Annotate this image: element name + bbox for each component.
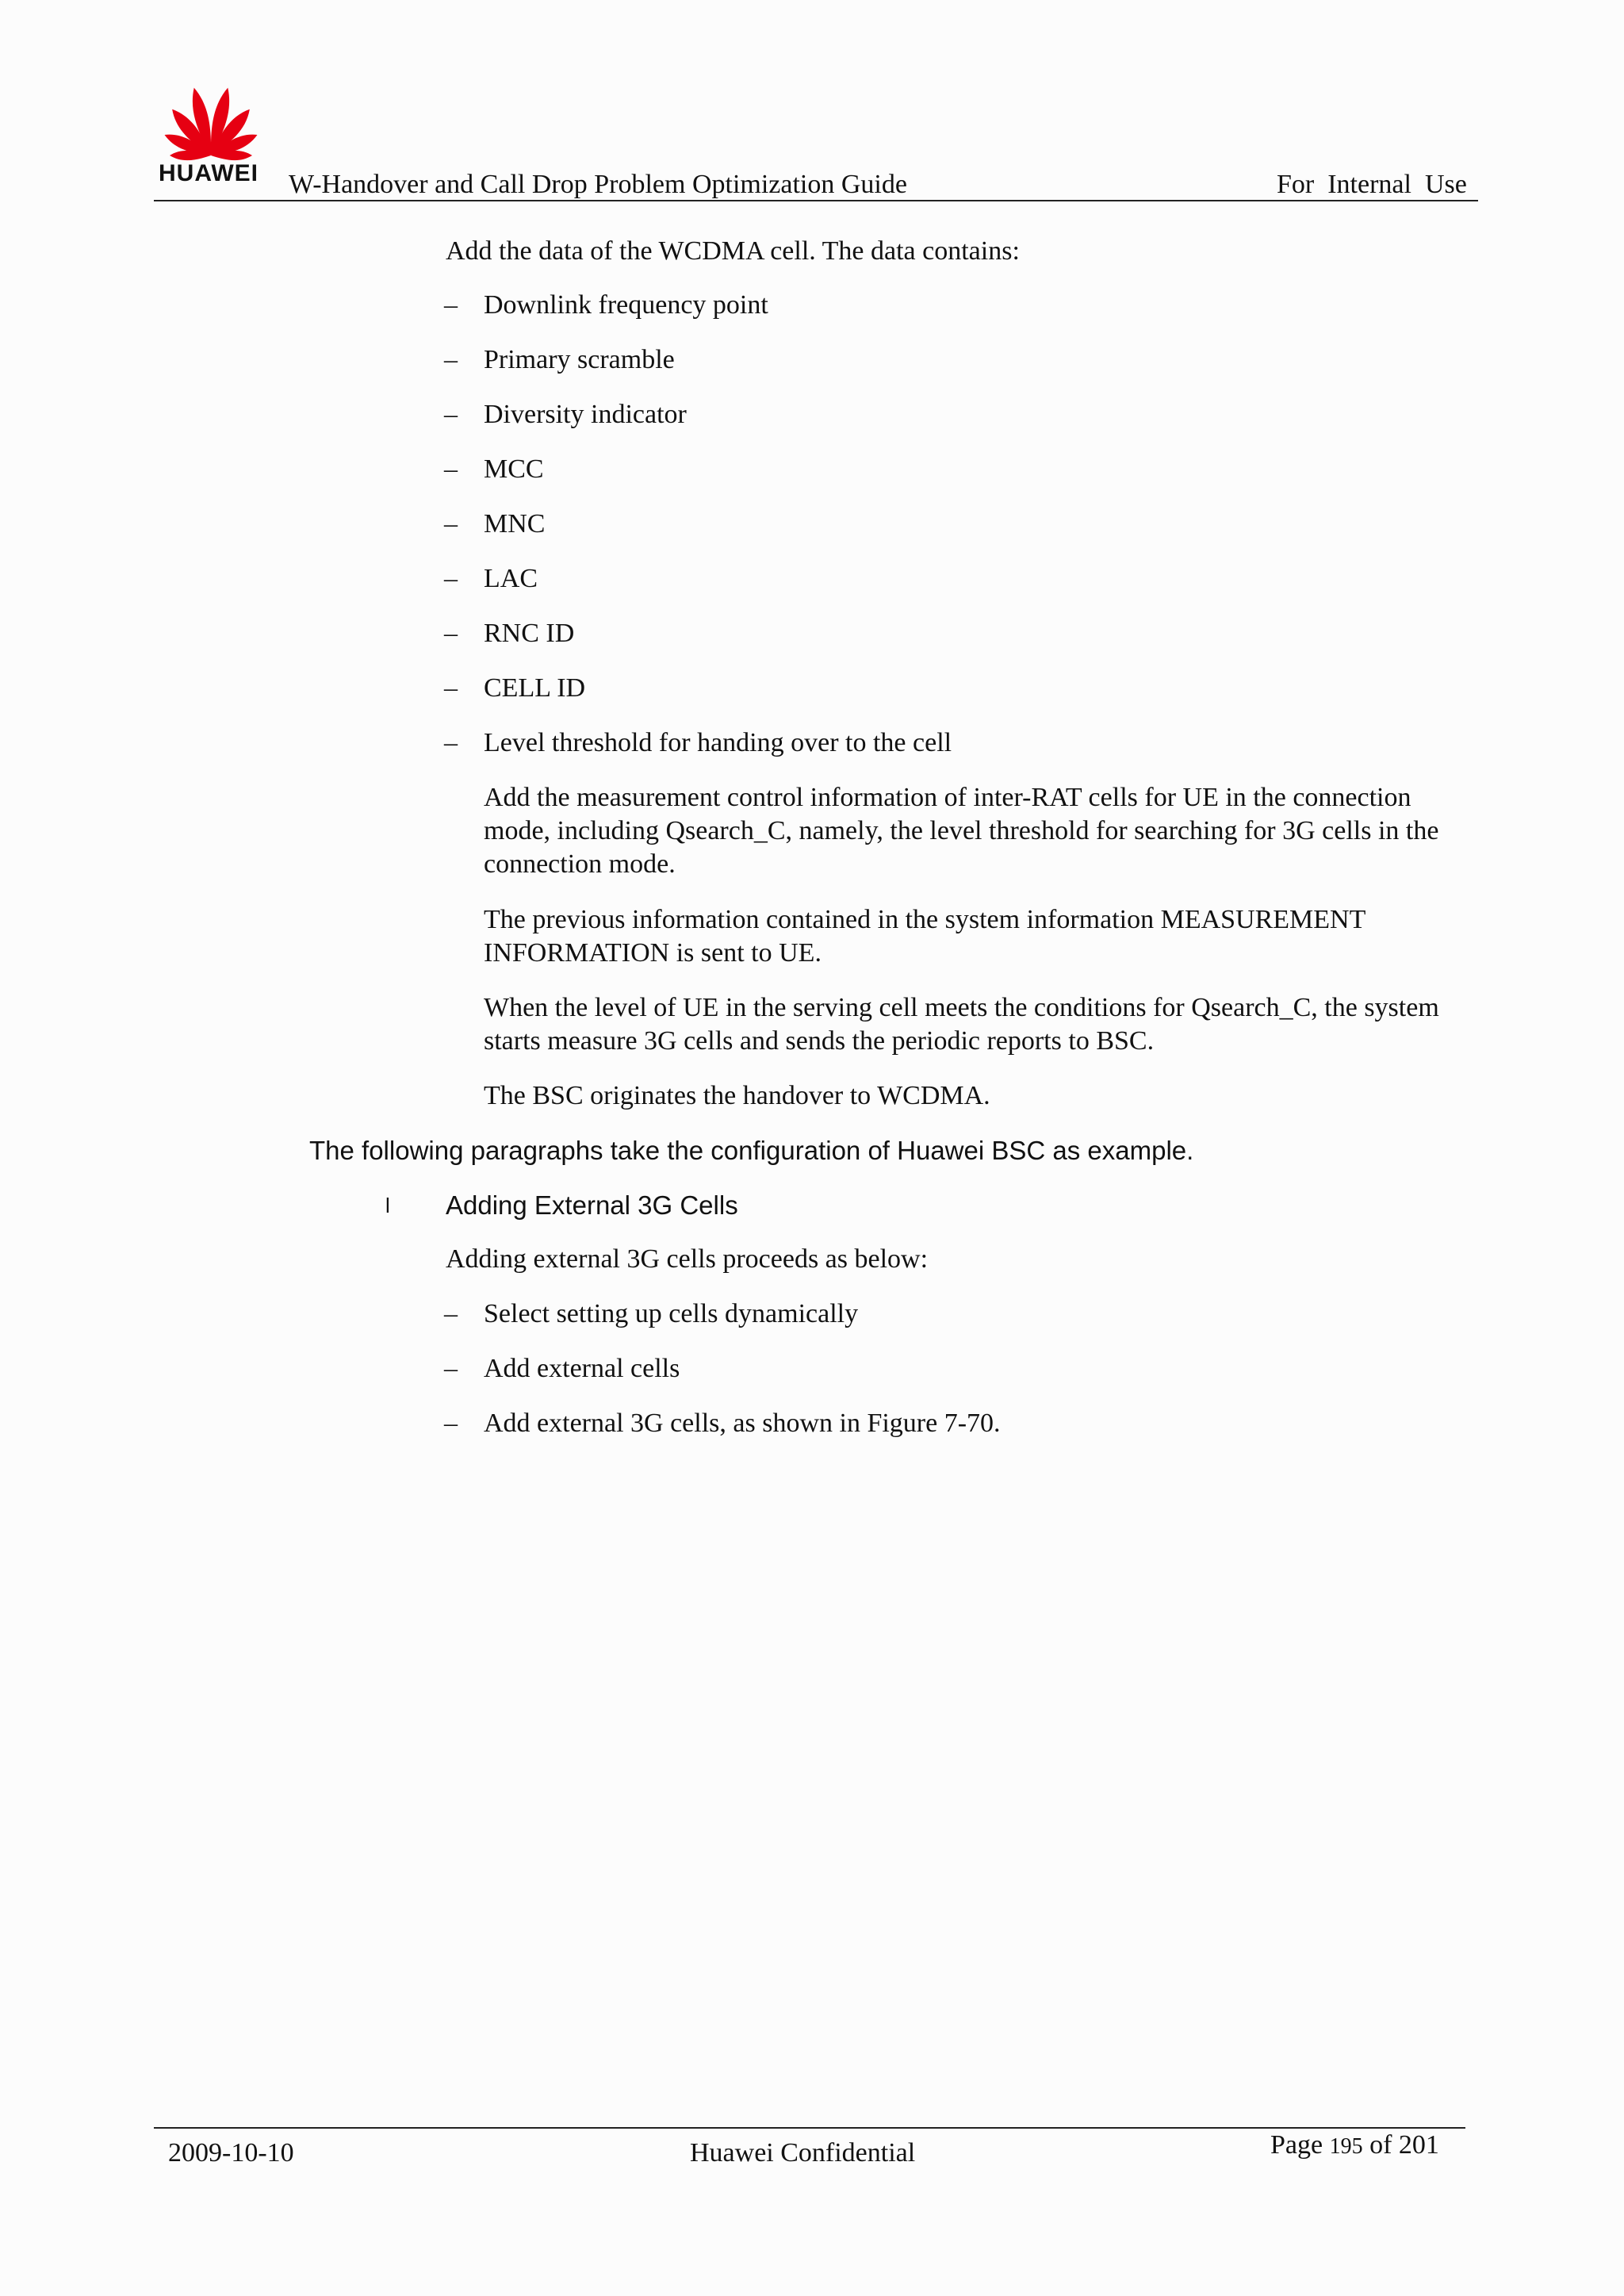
logo-wordmark: HUAWEI — [159, 160, 259, 186]
list-item-text: Level threshold for handing over to the cell — [484, 728, 952, 757]
dash-marker: – — [444, 290, 458, 320]
paragraph-measurement-control: Add the measurement control information of inter-RAT cells for UE in the connection mode, including Qsearch_C, namely, the level threshold for searching for 3G cells in the connection mode. — [484, 783, 1439, 879]
paragraph-qsearch-condition: When the level of UE in the serving cell meets the conditions for Qsearch_C, the system starts measure 3G cells and sends the periodic reports to BSC. — [484, 993, 1439, 1056]
huawei-logo — [157, 82, 265, 194]
list-item-text: Add external 3G cells, as shown in Figure 7-70. — [484, 1409, 1001, 1438]
dash-marker: – — [444, 1409, 458, 1438]
paragraph-bsc-handover: The BSC originates the handover to WCDMA. — [484, 1081, 990, 1110]
footer-rule — [154, 2127, 1465, 2129]
classification-label: For Internal Use — [1277, 170, 1467, 199]
page-total: 201 — [1398, 2130, 1439, 2160]
list-item-text: MCC — [484, 454, 544, 484]
header-rule — [154, 200, 1478, 201]
paragraph-system-information: The previous information contained in the system information MEASUREMENT INFORMATION is sent to UE. — [484, 905, 1365, 968]
page-word: Page — [1270, 2130, 1323, 2160]
dash-marker: – — [444, 619, 458, 648]
bullet-marker: l — [385, 1194, 390, 1217]
dash-marker: – — [444, 454, 458, 484]
page-number: 195 — [1329, 2134, 1363, 2159]
list-item-text: LAC — [484, 564, 538, 593]
list-item-text: Downlink frequency point — [484, 290, 768, 320]
list-item-text: Select setting up cells dynamically — [484, 1299, 859, 1328]
page-indicator — [1270, 2129, 1439, 2164]
intro-text: Add the data of the WCDMA cell. The data contains: — [446, 236, 1020, 266]
dash-marker: – — [444, 673, 458, 703]
configuration-note: The following paragraphs take the configuration of Huawei BSC as example. — [309, 1136, 1194, 1165]
document-title: W-Handover and Call Drop Problem Optimization Guide — [289, 170, 907, 199]
of-word: of — [1369, 2130, 1392, 2160]
list-item-text: CELL ID — [484, 673, 586, 703]
dash-marker: – — [444, 345, 458, 374]
dash-marker: – — [444, 400, 458, 429]
dash-marker: – — [444, 1299, 458, 1328]
footer-confidential: Huawei Confidential — [690, 2138, 916, 2168]
list-item-text: Primary scramble — [484, 345, 675, 374]
dash-marker: – — [444, 1354, 458, 1383]
huawei-petals-icon — [157, 82, 265, 162]
list-item-text: MNC — [484, 509, 546, 539]
footer-date: 2009-10-10 — [168, 2138, 294, 2168]
dash-marker: – — [444, 509, 458, 539]
dash-marker: – — [444, 728, 458, 757]
list-item-text: RNC ID — [484, 619, 575, 648]
dash-marker: – — [444, 564, 458, 593]
list-item-text: Diversity indicator — [484, 400, 687, 429]
section-intro: Adding external 3G cells proceeds as below: — [446, 1244, 929, 1274]
section-heading: Adding External 3G Cells — [446, 1190, 738, 1220]
list-item-text: Add external cells — [484, 1354, 680, 1383]
